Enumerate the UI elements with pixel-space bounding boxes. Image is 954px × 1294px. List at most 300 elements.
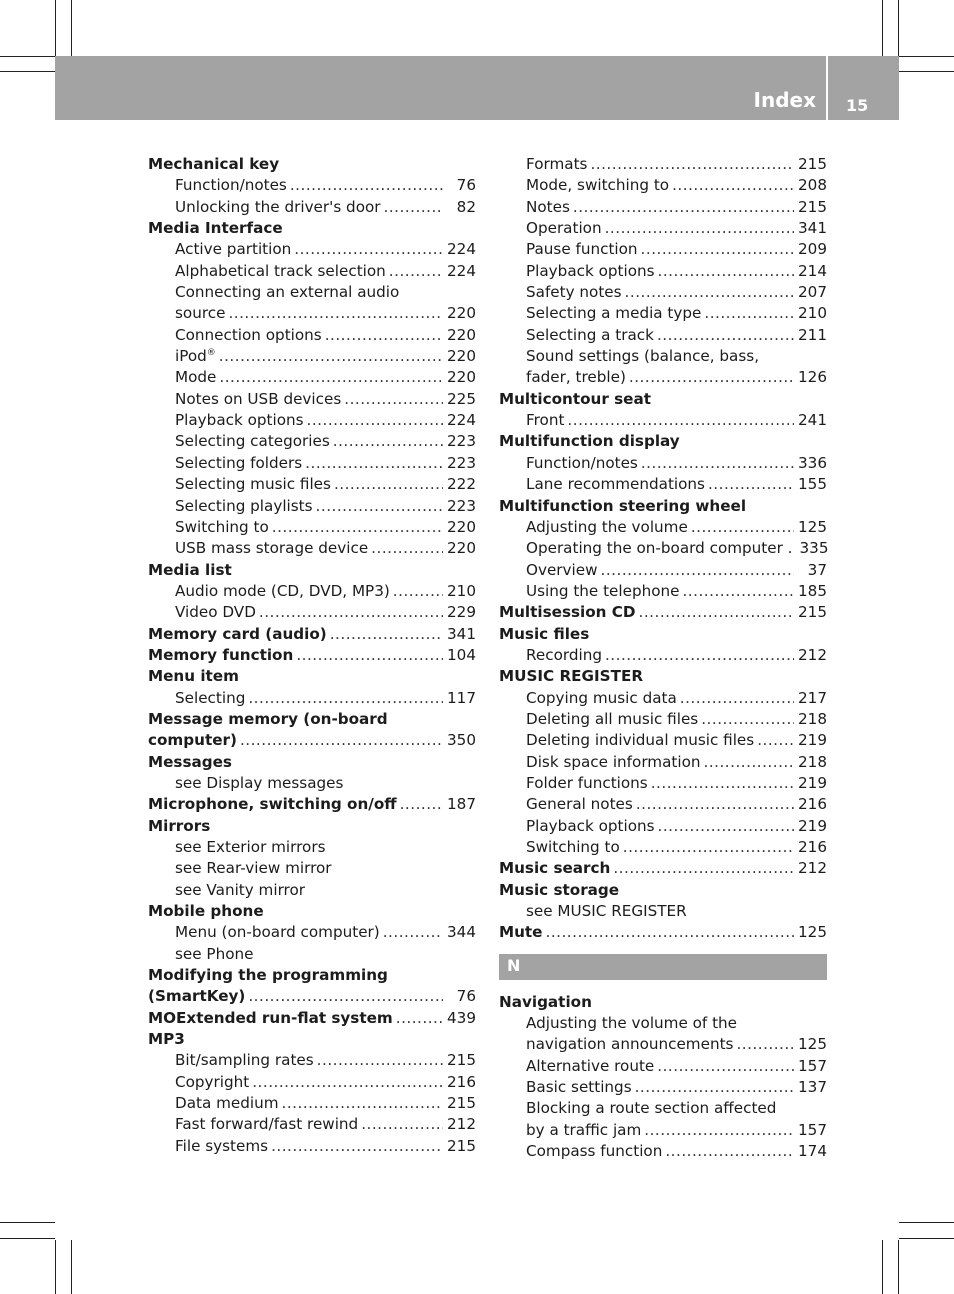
dot-leader [704,303,794,324]
page-ref: 335 [799,539,829,558]
page-ref: 76 [456,176,476,195]
page-ref: 212 [798,859,827,878]
index-entry [148,474,476,495]
section-letter-band [499,954,827,980]
index-entry [499,175,827,196]
entry-label: Media Interface [148,219,283,238]
index-entry [499,773,827,794]
entry-label: Compass function [526,1142,663,1161]
dot-leader [396,1008,443,1029]
crop-mark [0,1222,55,1223]
dot-leader [613,858,794,879]
page-ref: 157 [798,1056,827,1075]
index-entry [148,325,476,346]
page-ref: 215 [798,197,827,216]
dot-leader [282,1093,443,1114]
dot-leader [252,1072,443,1093]
index-entry-main [148,624,476,645]
page-ref: 341 [447,624,476,643]
dot-leader [635,1077,794,1098]
index-entry [148,602,476,623]
index-entry [148,538,476,559]
index-entry [148,496,476,517]
entry-label: Notes on USB devices [175,389,342,408]
dot-leader [658,816,794,837]
entry-label: Selecting a track [526,325,654,344]
index-entry [499,367,827,388]
dot-leader [383,922,443,943]
entry-label: Deleting individual music files [526,731,755,750]
entry-label: Switching to [526,838,620,856]
entry-label: Lane recommendations [526,475,705,494]
index-entry [499,730,827,751]
index-entry [499,282,827,303]
page-ref: 224 [447,411,476,430]
index-entry [148,197,476,218]
entry-label: Connecting an external audio [175,283,400,302]
page-ref: 223 [447,453,476,472]
index-entry-main [148,794,476,815]
index-entry [148,922,476,943]
index-heading [148,218,476,239]
index-entry-main [148,986,476,1007]
index-heading [148,709,476,730]
entry-label: Mirrors [148,816,211,835]
entry-label: MUSIC REGISTER [499,667,644,686]
entry-label: Disk space information [526,752,701,771]
dot-leader [665,1141,794,1162]
dot-leader [334,474,443,495]
entry-label: Music storage [499,880,620,899]
page-ref: 241 [798,411,827,430]
crop-mark [71,0,72,56]
entry-label: Function/notes [175,176,287,195]
entry-label: MP3 [148,1030,185,1049]
index-entry [148,1093,476,1114]
dot-leader [393,581,443,602]
page-ref: 336 [798,453,827,472]
index-entry [148,837,476,858]
index-entry [499,1098,827,1119]
entry-label: see Exterior mirrors [175,838,326,856]
entry-label: Pause function [526,240,638,259]
dot-leader [294,239,443,260]
dot-leader [325,325,443,346]
index-entry [148,282,476,303]
entry-label: Messages [148,752,232,771]
index-entry-main [148,645,476,666]
page-ref: 225 [447,389,476,408]
index-entry-main [148,1008,476,1029]
dot-leader [682,581,794,602]
entry-label: Bit/sampling rates [175,1051,314,1070]
index-entry [499,837,827,858]
dot-leader [290,175,443,196]
page-ref: 104 [447,645,476,664]
crop-mark [899,1222,954,1223]
dot-leader [605,218,794,239]
page-ref: 439 [447,1008,476,1027]
dot-leader [605,645,794,666]
entry-label: Mobile phone [148,902,264,921]
index-heading [148,816,476,837]
dot-leader [271,1136,443,1157]
entry-label: Memory function [148,645,294,664]
page-ref: 137 [798,1078,827,1097]
index-heading [499,880,827,901]
dot-leader [639,602,794,623]
entry-label: iPod® [175,347,216,366]
index-entry [499,325,827,346]
index-entry [499,688,827,709]
page-ref: 219 [798,773,827,792]
entry-label: Selecting folders [175,453,303,472]
page-ref: 220 [447,368,476,387]
page-ref: 117 [447,688,476,707]
index-heading [499,666,827,687]
page-ref: 185 [798,581,827,600]
entry-label: Selecting [175,688,246,707]
dot-leader [629,367,794,388]
page-ref: 215 [447,1051,476,1070]
entry-label: Playback options [526,261,655,280]
entry-label: Mute [499,923,543,942]
entry-label: Recording [526,645,602,664]
page-ref: 210 [447,581,476,600]
dot-leader [636,794,794,815]
page-ref: 157 [798,1120,827,1139]
crop-mark [898,1240,899,1294]
index-entry [148,239,476,260]
index-entry [148,688,476,709]
dot-leader [248,986,443,1007]
entry-label: Media list [148,560,232,579]
index-entry [148,175,476,196]
page-ref: 174 [798,1142,827,1161]
entry-label: Message memory (on-board [148,709,388,728]
dot-leader [641,239,794,260]
page-ref: 229 [447,603,476,622]
entry-label: Using the telephone [526,581,680,600]
section-letter: N [507,955,521,975]
entry-label: Adjusting the volume of the [526,1014,738,1033]
page-ref: 219 [798,731,827,750]
index-entry [499,474,827,495]
dot-leader [240,730,443,751]
entry-label: Navigation [499,992,592,1011]
entry-label: see Rear-view mirror [175,859,332,878]
index-entry [499,581,827,602]
page-ref: 220 [447,539,476,558]
page-ref: 220 [447,347,476,366]
page-ref: 218 [798,709,827,728]
entry-label: Alphabetical track selection [175,261,386,280]
dot-leader [219,346,443,367]
entry-label: Active partition [175,240,292,259]
dot-leader [228,303,443,324]
entry-label: navigation announcements [526,1035,734,1054]
index-entry [499,645,827,666]
crop-mark [899,56,954,57]
page-ref: 155 [798,475,827,494]
entry-label: Modifying the programming [148,966,388,985]
dot-leader [384,197,443,218]
page-ref: 223 [447,496,476,515]
dot-leader [691,517,794,538]
page-ref: 125 [798,923,827,942]
entry-label: Music search [499,859,611,878]
dot-leader [344,389,443,410]
index-entry [499,1120,827,1141]
header-divider [826,56,828,120]
entry-label: Playback options [526,816,655,835]
dot-leader [371,538,443,559]
page-ref: 217 [798,688,827,707]
page-ref: 350 [447,731,476,750]
page-ref: 222 [447,475,476,494]
entry-label: (SmartKey) [148,987,246,1006]
index-heading [148,666,476,687]
dot-leader [361,1114,443,1135]
page-ref: 210 [798,304,827,323]
page-ref: 215 [447,1094,476,1113]
entry-label: Menu (on-board computer) [175,923,380,942]
index-heading [148,752,476,773]
dot-leader [389,261,443,282]
entry-label: see Phone [175,944,254,963]
index-entry-main [499,858,827,879]
dot-leader [704,752,795,773]
index-column-right [499,154,827,1162]
dot-leader [757,730,794,751]
index-heading [148,965,476,986]
dot-leader [219,367,443,388]
entry-label: Overview [526,560,598,579]
index-entry [148,1136,476,1157]
dot-leader [317,1050,443,1071]
index-entry [499,794,827,815]
index-entry-main [499,922,827,943]
page-ref: 216 [447,1072,476,1091]
entry-label: Operating the on-board computer . [526,539,793,558]
page-ref: 76 [456,987,476,1006]
dot-leader [623,837,794,858]
entry-label: Selecting a media type [526,304,702,323]
index-entry [499,218,827,239]
index-entry [148,880,476,901]
index-column-left [148,154,476,1157]
index-entry [499,560,827,581]
entry-label: Copyright [175,1072,250,1091]
index-entry-main [148,730,476,751]
entry-label: by a traffic jam [526,1120,642,1139]
dot-leader [330,624,443,645]
dot-leader [701,709,794,730]
dot-leader [400,794,443,815]
index-entry [148,581,476,602]
crop-mark [71,1240,72,1294]
page-title: Index [753,88,816,112]
dot-leader [573,197,794,218]
dot-leader [644,1120,794,1141]
index-entry [499,261,827,282]
index-entry [499,303,827,324]
entry-label: Blocking a route section affected [526,1099,777,1118]
entry-label: see Vanity mirror [175,880,305,899]
dot-leader [680,688,794,709]
dot-leader [708,474,794,495]
entry-label: Selecting playlists [175,496,313,515]
entry-label: Mode [175,368,217,387]
entry-label: Selecting categories [175,432,330,451]
index-entry [499,816,827,837]
entry-label: Alternative route [526,1056,655,1075]
index-entry [148,303,476,324]
entry-label: Multicontour seat [499,389,651,408]
dot-leader [651,773,794,794]
dot-leader [307,410,443,431]
dot-leader [641,453,794,474]
page-ref: 211 [798,325,827,344]
crop-mark [898,0,899,56]
crop-mark [899,71,954,72]
entry-label: Selecting music files [175,475,331,494]
page-ref: 212 [447,1115,476,1134]
entry-label: Operation [526,219,602,238]
entry-label: MOExtended run-flat system [148,1008,393,1027]
entry-label: fader, treble) [526,368,626,387]
index-heading [499,624,827,645]
dot-leader [296,645,443,666]
index-entry [499,709,827,730]
dot-leader [333,431,443,452]
page-ref: 212 [798,645,827,664]
crop-mark [0,1238,55,1239]
entry-label: Multifunction display [499,432,680,451]
page-ref: 209 [798,240,827,259]
crop-mark [899,1238,954,1239]
entry-label: File systems [175,1136,269,1155]
entry-label: Multisession CD [499,603,636,622]
page-ref: 125 [798,517,827,536]
dot-leader [546,922,795,943]
index-entry [499,346,827,367]
entry-label: Function/notes [526,453,638,472]
index-entry [148,517,476,538]
index-entry [499,1013,827,1034]
entry-label: see Display messages [175,773,344,792]
index-entry [499,1034,827,1055]
crop-mark [882,0,883,56]
page-ref: 219 [798,816,827,835]
page-ref: 224 [447,240,476,259]
index-entry [499,453,827,474]
page-ref: 125 [798,1035,827,1054]
index-entry [148,1114,476,1135]
page-ref: 220 [447,304,476,323]
crop-mark [882,1240,883,1294]
dot-leader [601,560,794,581]
entry-label: Fast forward/fast rewind [175,1115,359,1134]
entry-label: Multifunction steering wheel [499,496,747,515]
entry-label: Video DVD [175,603,256,622]
dot-leader [567,410,794,431]
index-heading [148,1029,476,1050]
dot-leader [657,1056,794,1077]
page-ref: 82 [456,197,476,216]
crop-mark [55,0,56,56]
page-number: 15 [846,96,869,115]
page-ref: 215 [447,1136,476,1155]
entry-label: Mode, switching to [526,176,670,195]
index-entry [148,1072,476,1093]
entry-label: Front [526,411,565,430]
index-heading [148,560,476,581]
index-heading [499,389,827,410]
dot-leader [736,1034,794,1055]
entry-label: Safety notes [526,283,622,302]
dot-leader [305,453,443,474]
index-entry [499,410,827,431]
dot-leader [248,688,443,709]
entry-label: Deleting all music files [526,709,699,728]
index-entry [148,346,476,367]
crop-mark [55,1240,56,1294]
entry-label: Menu item [148,667,239,686]
dot-leader [657,325,794,346]
entry-label: Basic settings [526,1078,632,1097]
page-ref: 37 [807,560,827,579]
page-ref: 216 [798,838,827,856]
page-ref: 344 [447,923,476,942]
page-ref: 216 [798,795,827,814]
entry-label: Adjusting the volume [526,517,688,536]
entry-label: see MUSIC REGISTER [526,902,687,921]
page-ref: 214 [798,261,827,280]
dot-leader [272,517,443,538]
index-heading [499,496,827,517]
page-ref: 224 [447,261,476,280]
page-ref: 207 [798,283,827,302]
page-ref: 126 [798,368,827,387]
entry-label: Microphone, switching on/off [148,795,397,814]
entry-label: Connection options [175,325,322,344]
entry-label: Audio mode (CD, DVD, MP3) [175,581,390,600]
index-entry [499,154,827,175]
index-entry [148,773,476,794]
page-ref: 187 [447,795,476,814]
entry-label: Notes [526,197,570,216]
index-heading [148,901,476,922]
index-heading [499,992,827,1013]
index-entry [499,1141,827,1162]
entry-label: Sound settings (balance, bass, [526,347,760,366]
entry-label: Mechanical key [148,155,280,173]
dot-leader [259,602,443,623]
entry-label: USB mass storage device [175,539,369,558]
page-ref: 218 [798,752,827,771]
entry-label: Folder functions [526,773,648,792]
index-entry [148,261,476,282]
entry-label: Playback options [175,411,304,430]
index-entry [499,239,827,260]
entry-label: Data medium [175,1094,279,1113]
entry-label: Switching to [175,517,269,536]
index-entry [148,367,476,388]
entry-label: Copying music data [526,688,677,707]
dot-leader [658,261,794,282]
entry-label: Memory card (audio) [148,624,327,643]
